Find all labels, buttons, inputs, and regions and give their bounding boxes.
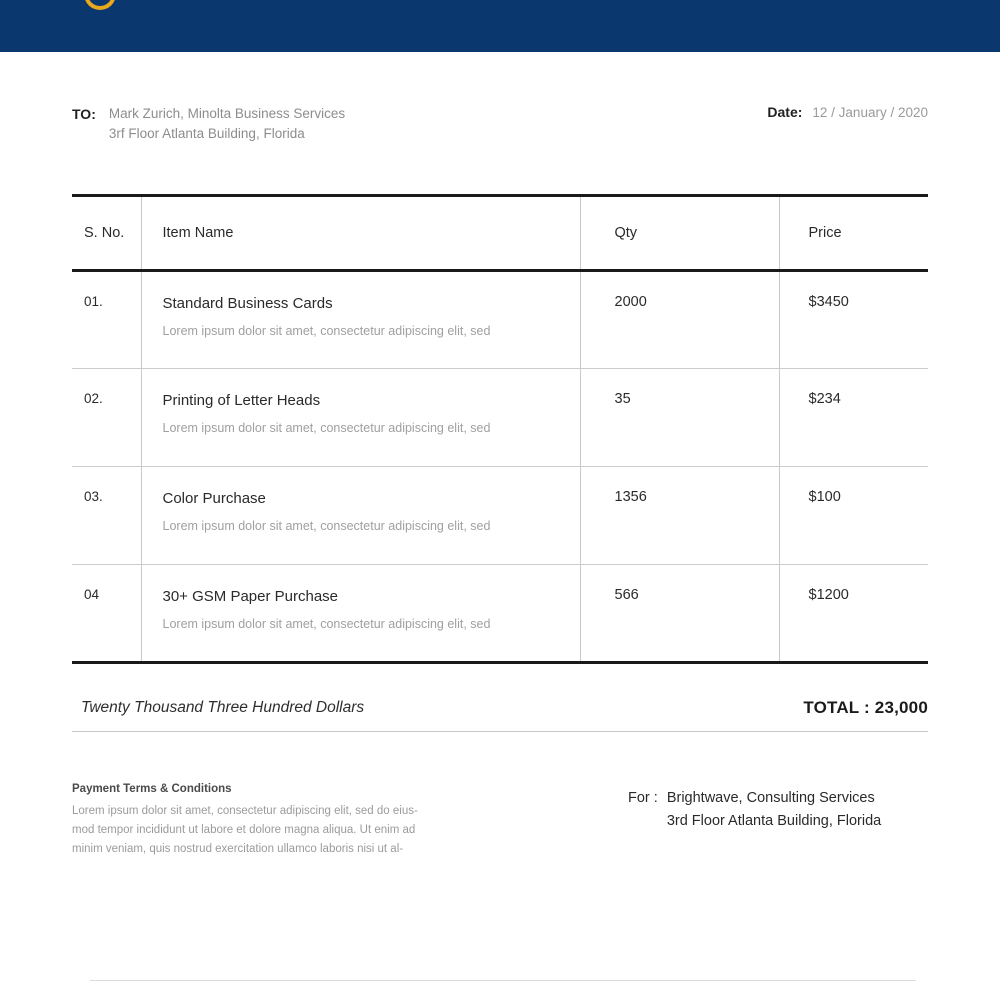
total-amount: TOTAL : 23,000 xyxy=(803,697,928,717)
row-sno: 02. xyxy=(72,369,141,467)
row-sno: 04 xyxy=(72,565,141,663)
row-qty: 566 xyxy=(580,565,779,663)
row-item-desc: Lorem ipsum dolor sit amet, consectetur adipiscing elit, sed xyxy=(162,617,491,631)
row-item-desc: Lorem ipsum dolor sit amet, consectetur adipiscing elit, sed xyxy=(162,519,491,533)
for-label: For : xyxy=(628,790,658,806)
recipient-address xyxy=(109,104,345,144)
recipient-block xyxy=(72,104,345,144)
row-price: $1200 xyxy=(779,565,928,663)
issuer-details xyxy=(667,787,881,833)
column-header-item: Item Name xyxy=(141,196,580,271)
table-header xyxy=(72,196,928,271)
row-item-name: Standard Business Cards xyxy=(162,295,333,312)
payment-terms-line: minim veniam, quis nostrud exercitation ullamco laboris nisi ut al- xyxy=(72,843,404,855)
payment-terms-body xyxy=(72,802,447,859)
issuer-block xyxy=(628,787,881,833)
column-header-price: Price xyxy=(779,196,928,271)
to-label: TO: xyxy=(72,106,96,122)
row-qty: 1356 xyxy=(580,467,779,565)
bottom-divider xyxy=(90,980,916,981)
table-body xyxy=(72,271,928,663)
payment-terms-line: Lorem ipsum dolor sit amet, consectetur adipiscing elit, sed do eius- xyxy=(72,805,418,817)
column-header-qty: Qty xyxy=(580,196,779,271)
table-row xyxy=(72,467,928,565)
row-item-desc: Lorem ipsum dolor sit amet, consectetur adipiscing elit, sed xyxy=(162,421,491,435)
amount-in-words: Twenty Thousand Three Hundred Dollars xyxy=(81,698,365,716)
row-item-name: 30+ GSM Paper Purchase xyxy=(162,588,339,605)
row-item xyxy=(141,369,580,467)
recipient-name: Mark Zurich, Minolta Business Services xyxy=(108,106,346,121)
circle-logo-icon xyxy=(84,0,116,10)
header-band xyxy=(0,0,1000,52)
row-item-desc: Lorem ipsum dolor sit amet, consectetur adipiscing elit, sed xyxy=(162,324,491,338)
items-table-wrapper xyxy=(72,194,928,664)
table-row xyxy=(72,271,928,369)
row-item xyxy=(141,565,580,663)
row-sno: 03. xyxy=(72,467,141,565)
table-row xyxy=(72,369,928,467)
row-qty: 2000 xyxy=(580,271,779,369)
total-row xyxy=(72,684,928,732)
row-item-name: Printing of Letter Heads xyxy=(162,392,321,409)
invoice-meta xyxy=(0,104,1000,154)
recipient-street: 3rf Floor Atlanta Building, Florida xyxy=(108,126,305,141)
row-price: $3450 xyxy=(779,271,928,369)
issuer-address: 3rd Floor Atlanta Building, Florida xyxy=(666,813,882,829)
row-item xyxy=(141,467,580,565)
date-value: 12 / January / 2020 xyxy=(812,105,928,120)
items-table xyxy=(72,194,928,664)
issuer-company: Brightwave, Consulting Services xyxy=(666,790,875,806)
payment-terms-title: Payment Terms & Conditions xyxy=(72,783,232,795)
payment-terms-line: mod tempor incididunt ut labore et dolore magna aliqua. Ut enim ad xyxy=(72,824,416,836)
row-qty: 35 xyxy=(580,369,779,467)
row-sno: 01. xyxy=(72,271,141,369)
row-item xyxy=(141,271,580,369)
table-row xyxy=(72,565,928,663)
payment-terms xyxy=(72,783,447,859)
date-label: Date: xyxy=(767,104,803,120)
row-price: $234 xyxy=(779,369,928,467)
date-block xyxy=(767,104,928,120)
table-header-row xyxy=(72,196,928,271)
row-item-name: Color Purchase xyxy=(162,490,266,507)
column-header-sno: S. No. xyxy=(72,196,141,271)
row-price: $100 xyxy=(779,467,928,565)
